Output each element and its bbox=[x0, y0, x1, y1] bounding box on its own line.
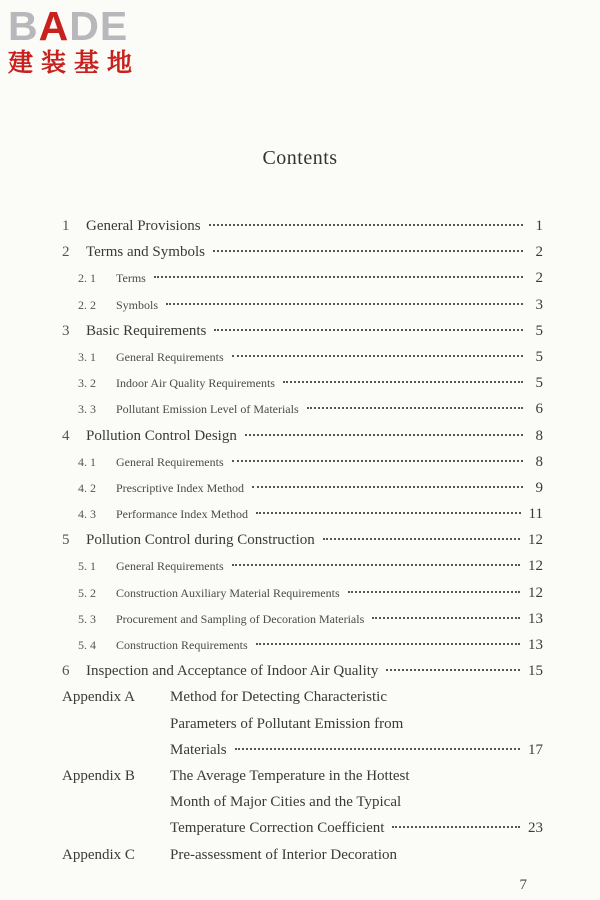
dot-leader bbox=[154, 276, 523, 278]
toc-appendix-page: 17 bbox=[528, 741, 543, 758]
table-of-contents bbox=[62, 213, 543, 868]
toc-entry-label: Terms and Symbols bbox=[86, 244, 205, 261]
toc-entry-page: 9 bbox=[535, 479, 543, 496]
toc-entry-page: 12 bbox=[528, 584, 543, 601]
toc-entry-number: 3 bbox=[62, 322, 70, 339]
toc-appendix-page: 23 bbox=[528, 820, 543, 837]
toc-entry-number: 5. 1 bbox=[78, 559, 96, 574]
toc-entry-label: Procurement and Sampling of Decoration Materials bbox=[116, 611, 365, 626]
toc-entry-label: Basic Requirements bbox=[86, 322, 207, 339]
toc-entry-number: 6 bbox=[62, 663, 70, 680]
toc-entry-page: 12 bbox=[528, 532, 543, 549]
toc-entry-label: Symbols bbox=[116, 297, 159, 312]
dot-leader bbox=[232, 355, 523, 357]
toc-entry[interactable] bbox=[62, 265, 543, 291]
page-number: 7 bbox=[519, 877, 527, 893]
toc-entry-label: Terms bbox=[116, 271, 146, 286]
toc-entry[interactable] bbox=[62, 553, 543, 579]
dot-leader bbox=[252, 486, 523, 488]
toc-entry-label: Pollution Control Design bbox=[86, 427, 237, 444]
toc-entry[interactable] bbox=[62, 213, 543, 239]
dot-leader bbox=[372, 617, 520, 619]
toc-entry-page: 13 bbox=[528, 637, 543, 653]
toc-entry-label: General Requirements bbox=[116, 454, 224, 469]
toc-entry-page: 5 bbox=[535, 348, 543, 365]
toc-entry-number: 2. 2 bbox=[78, 297, 96, 312]
toc-appendix-title-line: Materials bbox=[170, 741, 227, 758]
dot-leader bbox=[232, 460, 523, 462]
toc-entry-label: Performance Index Method bbox=[116, 507, 248, 522]
toc-entry-label: Inspection and Acceptance of Indoor Air Quality bbox=[86, 663, 379, 680]
toc-entry-label: General Requirements bbox=[116, 349, 224, 364]
toc-appendix-title-line: The Average Temperature in the Hottest bbox=[170, 767, 410, 784]
toc-entry[interactable] bbox=[62, 344, 543, 370]
toc-appendix-title-line: Month of Major Cities and the Typical bbox=[170, 794, 402, 811]
toc-appendix-title-line: Method for Detecting Characteristic bbox=[170, 689, 388, 706]
toc-entry-label: Construction Requirements bbox=[116, 638, 248, 652]
toc-entry-label: Pollution Control during Construction bbox=[86, 532, 315, 549]
logo-mark-pre: B bbox=[8, 3, 39, 49]
toc-entry[interactable] bbox=[62, 370, 543, 396]
toc-entry-number: 2. 1 bbox=[78, 271, 96, 286]
toc-appendix[interactable] bbox=[62, 763, 543, 842]
toc-appendix[interactable] bbox=[62, 684, 543, 763]
toc-appendix-label: Appendix A bbox=[62, 689, 135, 706]
toc-entry[interactable] bbox=[62, 527, 543, 553]
toc-appendix-title-line: Temperature Correction Coefficient bbox=[170, 820, 385, 837]
toc-entry[interactable] bbox=[62, 658, 543, 684]
dot-leader bbox=[232, 564, 520, 566]
toc-entry[interactable] bbox=[62, 449, 543, 475]
dot-leader bbox=[348, 591, 520, 593]
dot-leader bbox=[256, 643, 520, 645]
toc-entry-number: 1 bbox=[62, 218, 70, 234]
toc-entry-number: 3. 3 bbox=[78, 402, 96, 417]
toc-entry[interactable] bbox=[62, 606, 543, 632]
toc-entry-label: Prescriptive Index Method bbox=[116, 480, 244, 495]
toc-appendix-title-line: Pre-assessment of Interior Decoration bbox=[170, 846, 398, 863]
toc-entry-number: 5. 4 bbox=[78, 638, 96, 652]
toc-appendix[interactable] bbox=[62, 842, 543, 868]
toc-entry-number: 3. 1 bbox=[78, 349, 96, 364]
toc-entry[interactable] bbox=[62, 423, 543, 449]
toc-entry[interactable] bbox=[62, 632, 543, 658]
toc-entry[interactable] bbox=[62, 501, 543, 527]
toc-entry-page: 5 bbox=[535, 322, 543, 339]
toc-entry-page: 2 bbox=[535, 244, 543, 261]
dot-leader bbox=[323, 538, 520, 540]
dot-leader bbox=[307, 407, 523, 409]
toc-entry-number: 2 bbox=[62, 244, 70, 261]
toc-entry[interactable] bbox=[62, 580, 543, 606]
toc-appendix-label: Appendix C bbox=[62, 846, 135, 863]
toc-entry-number: 5. 3 bbox=[78, 611, 96, 626]
toc-entry-number: 5. 2 bbox=[78, 585, 96, 600]
logo-mark-post: DE bbox=[69, 3, 129, 49]
toc-entry-page: 12 bbox=[528, 558, 543, 575]
toc-entry-label: Pollutant Emission Level of Materials bbox=[116, 402, 299, 417]
logo-mark-accent: A bbox=[38, 3, 70, 49]
toc-entry-number: 4. 1 bbox=[78, 454, 96, 469]
toc-appendix-label: Appendix B bbox=[62, 767, 135, 784]
dot-leader bbox=[245, 434, 523, 436]
dot-leader bbox=[386, 669, 520, 671]
toc-entry-number: 3. 2 bbox=[78, 376, 96, 391]
page-title: Contents bbox=[262, 147, 338, 169]
logo-mark bbox=[8, 3, 140, 49]
toc-entry-number: 4. 3 bbox=[78, 507, 96, 522]
toc-entry-page: 1 bbox=[535, 218, 543, 234]
toc-entry-page: 5 bbox=[535, 375, 543, 392]
toc-entry-page: 6 bbox=[535, 401, 543, 418]
dot-leader bbox=[214, 329, 523, 331]
toc-entry-page: 8 bbox=[535, 453, 543, 470]
toc-entry-page: 2 bbox=[535, 270, 543, 287]
toc-entry[interactable] bbox=[62, 475, 543, 501]
toc-entry[interactable] bbox=[62, 396, 543, 422]
toc-entry[interactable] bbox=[62, 318, 543, 344]
dot-leader bbox=[392, 826, 520, 828]
dot-leader bbox=[213, 250, 523, 252]
logo-subtitle: 建装基地 bbox=[8, 48, 141, 77]
toc-entry-label: General Requirements bbox=[116, 559, 224, 574]
toc-entry[interactable] bbox=[62, 292, 543, 318]
toc-entry-page: 15 bbox=[528, 663, 543, 680]
toc-entry-page: 13 bbox=[528, 610, 543, 627]
logo bbox=[8, 3, 141, 78]
dot-leader bbox=[235, 748, 520, 750]
dot-leader bbox=[256, 512, 521, 514]
toc-entry-page: 8 bbox=[535, 427, 543, 444]
toc-entry-label: Indoor Air Quality Requirements bbox=[116, 376, 275, 391]
toc-entry-number: 5 bbox=[62, 532, 70, 549]
dot-leader bbox=[166, 303, 523, 305]
toc-entry-label: Construction Auxiliary Material Requirements bbox=[116, 585, 340, 600]
dot-leader bbox=[283, 381, 523, 383]
toc-entry-page: 11 bbox=[528, 506, 543, 523]
dot-leader bbox=[209, 224, 523, 226]
toc-entry-label: General Provisions bbox=[86, 218, 201, 234]
toc-entry-number: 4. 2 bbox=[78, 480, 96, 495]
toc-entry-page: 3 bbox=[535, 296, 543, 313]
toc-appendix-title-line: Parameters of Pollutant Emission from bbox=[170, 715, 404, 732]
toc-entry-number: 4 bbox=[62, 427, 70, 444]
toc-entry[interactable] bbox=[62, 239, 543, 265]
